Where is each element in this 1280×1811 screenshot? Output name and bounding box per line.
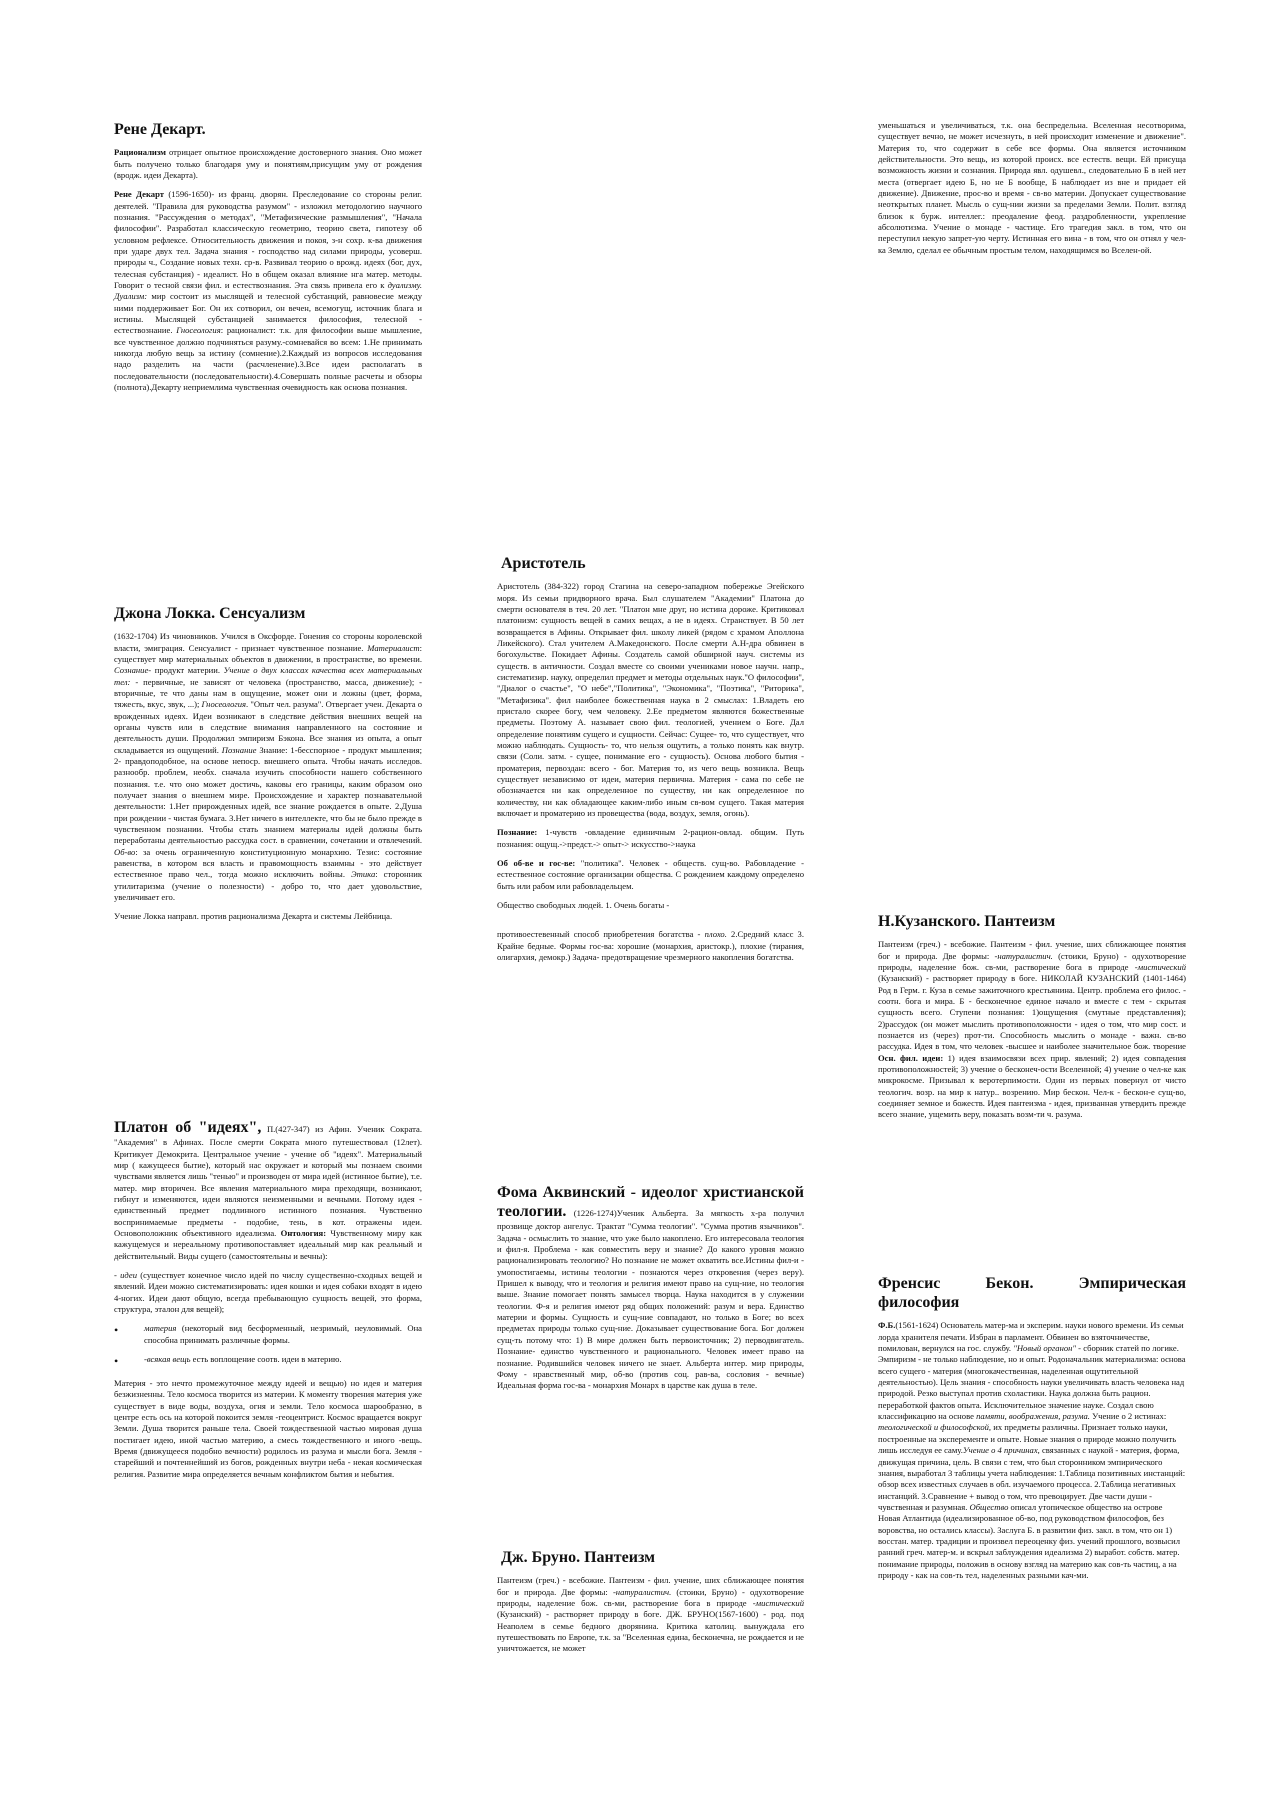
descartes-section — [114, 120, 422, 401]
aquinas-section — [497, 1183, 804, 1400]
bacon-section — [878, 1274, 1186, 1589]
aristotle-para-4: Общество свободных людей. 1. Очень богаты - — [497, 900, 670, 911]
aristotle-section — [497, 554, 804, 972]
bruno-title: Дж. Бруно. Пантеизм — [501, 1549, 656, 1566]
descartes-name: Рене Декарт — [114, 189, 164, 200]
cusa-title: Н.Кузанского. Пантеизм — [878, 913, 1056, 930]
bacon-title: Френсис Бекон. Эмпирическая философия — [878, 1275, 1186, 1312]
plato-bullet-1: • материя (некоторый вид бесформенный, незримый, неуловимый. Она способна принимать различные формы. — [114, 1323, 422, 1345]
locke-section — [114, 604, 422, 931]
aristotle-para-3: Об об-ве и гос-ве: "политика". Человек - обществ. сущ-во. Рабовладение - естественное состояние организации общества. С рождением каждому определено быть или рабом или рабовладельцем. — [497, 858, 804, 891]
plato-para-1: Платон об "идеях", П.(427-347) из Афин. Ученик Сократа. "Академия" в Афинах. После смерти Сократа много путешествовал (12лет). Критикует Демокрита. Центральное учение - учение об "идеях". Материальный мир ( кажущееся бытие), который нас окружает и который мы познаем своими чувствами является лишь "тенью" и производен от мира идей (истинное бытие), т.е. матер. мир вторичен. Все явления материального мира преходящи, возникают, гибнут и изменяются, идеи являются неизменными и вечными. Потому идея - единственный предмет подлинного истинного познания. Чувственно воспринимаемые предметы - подобие, тень, в кот. отражены идеи. Основоположник объективного идеализма. Онтология: Чувственному миру как кажущемуся и нереальному противопоставляет идеальный мир как реальный и действительный. Виды сущего (самостоятельны и вечны): — [114, 1119, 422, 1261]
cusa-section — [878, 912, 1186, 1129]
aquinas-para-1: Фома Аквинский - идеолог христианской теологии. (1226-1274)Ученик Альберта. За мягкость х-ра получил прозвище доктор ангелус. Трактат "Сумма теологии". "Сумма против язычников". Задача - осмыслить то знание, что уже было накоплено. Его интересовала теология и фил-я. Проблема - как совместить веру и знание? До какого уровня можно рационализировать теологию? Но познание не может охватить все.Истины фил-и - умопостигаемы, истины теологии - познаются через откровения (через веру). Пришел к выводу, что и теология и религия имеют право на сущ-ние, но теология выше. Знание помогает понять замысел творца. Наука находится в у служении теологии. Ф-я и религия имеют ряд общих положений: разум и вера. Единство материи и формы. Сущность и сущ-ние совпадают, но только в Боге; во всех предметах природы только сущ-ние. Доказывает существование бога. Бог должен сущ-ть потому что: 1) В мире должен быть первоисточник; 2) перводвигатель. Познание- единство чувственного и рационального. Человек имеет право на познание. Родившийся человек ничего не знает. Альберта интер. мир природы, Фому - нравственный мир, об-во (против соц. рав-ва, сословия - вечные) Идеальная форма гос-ва - монархия Монарх в царстве как душа в теле. — [497, 1184, 804, 1391]
descartes-para-2: Рене Декарт (1596-1650)- из франц. дворян. Преследование со стороны религ. деятелей. "Правила для руководства разумом" - изложил методологию научного познания. "Рассуждения о методах", "Метафизические размышления", "Начала философии". Разработал классическую геометрию, теорию света, гипотезу об условном рефлексе. Относительность движения и покоя, з-н сохр. к-ва движения при ударе двух тел. Задача знания - господство над силами природы, усоверш. природы ч., Создание новых техн. ср-в. Развивал теорию о врожд. идеях (бог, дух, телесная субстанция) - идеалист. Но в общем оказал влияние нга матер. методы. Говорит о тесной связи фил. и естествознания. Эта связь привела его к дуализму. Дуализм: мир состоит из мыслящей и телесной субстанций, равновесие между ними поддерживает Бог. Он их сотворил, он вечен, всемогущ, источник блага и истины. Мыслящей субстанцией занимается философия, телесной - естествознание. Гносеология: рационалист: т.к. для философии выше мышление, все чувственное должно подчиняться разуму.-сомневайся во всем: 1.Не принимать никогда любую вещь за истину (сомнение).2.Каждый из вопросов исследования надо разделить на части (расчленение).3.Все идеи располагать в последовательности (последовательности).4.Совершать полные расчеты и обзоры (полнота).Декарту неприемлима чувственная очевидность как основа познания. — [114, 189, 422, 393]
continuation-section — [878, 120, 1186, 264]
plato-para-3: Материя - это нечто промежуточное между идеей и вещью) но идея и материя безжизненны. Тело космоса творится из материи. К моменту творения материя уже существует в виде воды, воздуха, огня и земли. Тело космоса шарообразно, в центре есть ось на которой покоится земля -геоцентрист. Космос вращается вокруг Земли. Душа творится раньше тела. Своей тождественной частью мировая душа постигает идею, иной частью материю, а смесь тождественного и иного -вещь. Время (движущееся подобно вечности) родилось из разума и мысли бога. Земля - старейший и почтеннейший из богов, рожденных внутри неба - некая космическая религия. Развитие мира определяется вечным конфликтом бытия и небытия. — [114, 1377, 422, 1479]
locke-para-2: Учение Локка направл. против рационализма Декарта и системы Лейбница. — [114, 911, 393, 922]
plato-para-2: - идеи (существует конечное число идей по числу существенно-сходных вещей и явлений. Идеи можно систематизировать: идея кошки и идея собаки входят в идею 4-ногих. Идеи дают общую, всегда пребывающую сущность вещей, это форма, структура, эталон для вещей); — [114, 1269, 423, 1314]
plato-section — [114, 1118, 422, 1488]
cusa-para-1: Пантеизм (греч.) - всебожие. Пантеизм - фил. учение, ших сближающее понятия бог и природа. Две формы: -натуралистич. (стоики, Бруно) - одухотворение природы, наделение бож. св-ми, растворение бога в природе -мистический (Кузанский) - растворяет природу в боге. НИКОЛАЙ КУЗАНСКИЙ (1401-1464) Род в Герм. г. Куза в семье зажиточного крестьянина. Центр. проблема его филос. - соотн. бога и мира. Б - бесконечное единое начало и вместе с тем - скрытая сущность всего. Ступени познания: 1)ощущения (смутные представления); 2)рассудок (он может мыслить противоположности - идея о том, что мир сост. и познается из (через) прот-ти. Способность мыслить о монаде - важн. св-во рассудка. Идея в том, что человек -высшее и наиболее значительное бож. творение Осн. фил. идеи: 1) идея взаимосвязи всех прир. явлений; 2) идея совпадения противоположностей; 3) учение о бесконеч-ости Вселенной; 4) учение о чел-ке как микрокосме. Призывал к веротерпимости. Один из первых повернул от чисто теологич. возр. на мир к натур.. возрению. Мир бескон. Чел-к - бескон-е сущ-во, соединяет земное и божеств. Идея пантеизма - идея, призванная утвердить прежде всего знание, ущемить веру, показать возм-ти ч. разума. — [878, 939, 1187, 1120]
locke-para-1: (1632-1704) Из чиновников. Учился в Оксфорде. Гонения со стороны королевской власти, эмиграция. Сенсуалист - признает чувственное познание. Материалист: существует мир материальных объектов в движении, в пространстве, во времени. Сознание- продукт материи. Учение о двух классах качества всех материальных тел: - первичные, не зависят от человека (пространство, масса, движение); - вторичные, те что даны нам в ощущение, может они и ложны (цвет, форма, тяжесть, вкус, звук, ...); Гносеология. "Опыт чел. разума". Отвергает учен. Декарта о врожденных идеях. Идеи возникают в следствие действия внешних вещей на органы чувств или в следствие внимания направленного на состояние и деятельность души. Продолжил эмпиризм Бэкона. Все знания из опыта, а опыт складывается из ощущений. Познание Знание: 1-бесспорное - продукт мышления; 2- правдоподобное, на основе непоср. внешнего опыта. Чтобы начать исследов. разнообр. проблем, необх. сначала изучить способности нашего собственного познания. т.е. что оно может достичь, каковы его границы, каким образом оно получает знания о внешнем мире. Происхождение и характер познавательной деятельности: 1.Нет прирожденных идей, все знание рождается в опыте. 2.Душа при рождении - чистая бумага. 3.Нет ничего в интеллекте, что бы не было прежде в чувственном познании. Чтобы стать знанием материалы идей должны быть переработаны деятельностью рассудка сост. в сравнении, сочетании и отвлечений. Об-во: за очень ограниченную конституционную монархию. Тезис: состояние равенства, в котором вся власть и правомощность взаимны - это действует естественное право чел., тогда можно исключить войны. Этика: сторонник утилитаризма (учение о полезности) - добро то, что дает удовольствие, увеличивает его. — [114, 631, 422, 903]
descartes-term: Рационализм — [114, 147, 167, 158]
aristotle-title: Аристотель — [501, 555, 586, 572]
bruno-section — [497, 1548, 804, 1663]
continuation-para: уменьшаться и увеличиваться, т.к. она беспредельна. Вселенная несотворима, существует вечно, не может исчезнуть, в ней происходит изменение и движение". Материя то, что содержит в себе все формы. Она является источником действительности. Это вещь, из которой происх. все естеств. вещи. Ей присуща возможность жизни и сознания. Природа явл. одушевл., следовательно Б в ней нет места (отвергает идею Б, но не Б вообще, Б наблюдает из вне и придает ей движение). Движение, прос-во и время - св-во материи. Допускает существование неоткрытых планет. Мысль о сущ-нии жизни за пределами Земли. Полит. взгляд близок к бурж. интеллег.: преодаление феод. раздробленности, укрепление абсолютизма. Учение о монаде - частице. Его трагедия закл. в том, что он переступил некую запрет-ую черту. Истинная его вина - в том, что он отнял у чел-ка Землю, сделал ее обычным простым телом, находящимся во Вселен-ой. — [878, 120, 1186, 255]
plato-bullet-2: • -всякая вещь есть воплощение соотв. идеи в материю. — [114, 1354, 342, 1369]
aristotle-para-2: Познание: 1-чувств -овладение единичным 2-рацион-овлад. общим. Путь познания: ощущ.->предст.-> опыт-> искусство->наука — [497, 827, 804, 849]
aristotle-para-1: Аристотель (384-322) город Стагина на северо-западном побережье Эгейского моря. Из семьи придворного врача. Был слушателем "Академии" Платона до смерти основателя в теч. 20 лет. "Платон мне друг, но истина дороже. Критиковал платонизм: сущность вещей в самих вещах, а не в идеях. Странствует. В 50 лет возвращается в Афины. Открывает фил. школу ликей (рядом с храмом Аполлона Ликейского). Стал учителем А.Македонского. После смерти А.Н-дра обвинен в богохульстве. Покидает Афины. Создатель самой обширной науч. системы из существ. в античности. Создал вместе со своими учениками новое научн. напр., систематизир. науку, определил предмет и методы отдельных наук."О философии", "Диалог о счастье", "О небе","Политика", "Экономика", "Поэтика", "Риторика", "Метафизика". фил наиболее божественная наука в 2 смыслах: 1.Владеть ею пристало скорее богу, чем человеку. 2.Ее предметом являются божественные предметы. Поэтому А. называет свою фил. теологией, учением о Боге. Дал определение понятиям сущего и сущности. Сейчас: Сущее- то, что существует, что можно наблюдать. Сущность- то, что нельзя ощутить, а только понять как внутр. связи (Соли. затм. - сущее, понимание его - сущность). Основа любого бытия - проматерия, первоздан: всего - бог. Материя то, из чего вещь возникла. Вещь существует независимо от идеи, материя первична. Материя - сама по себе не обозначается ни как определенное по существу, ни как определенное по количеству, ни как обладающее каким-либо иным св-вом сущего. Такая материя включает и проматерию из провещества (вода, воздух, земля, огонь). — [497, 581, 804, 819]
bullet-icon: • — [114, 1354, 119, 1369]
descartes-title: Рене Декарт. — [114, 121, 206, 138]
bacon-para-1: Ф.Б.(1561-1624) Основатель матер-ма и эксперим. науки нового времени. Из семьи лорда хранителя печати. Избран в парламент. Обвинен во взяточничестве, помилован, вернулся на гос. службу. "Новый органон" - сборник статей по логике. Эмпиризм - не только наблюдение, но и опыт. Родоначальник материализма: основа всего сущего - материя (многокачественная, наделенная ощутительной деятельностью). Цель знания - способность науки увеличивать власть человека над природой. Резко выступал против схоластики. Наука должна быть рацион. переработкой фактов опыта. Исключительное значение науке. Создал свою классификацию на основе памяти, воображения, разума. Учение о 2 истинах: теологической и философской, их предметы различны. Признает только науки, построенные на эксперементе и опыте. Новые знания о природе можно получить лишь исследуя ее саму.Учение о 4 причинах, связанных с наукой - материя, форма, движущая причина, цель. В связи с тем, что был сторонником эмпирического знания, выработал 3 таблицы учета наблюдения: 1.Таблица позитивных инстанций: обзор всех известных случаев в обл. изучаемого процесса. 2.Таблица негативных инстанций. 3.Сравнение + вывод о том, что превоцирует. Две части души - чувственная и разумная. Общество описал утопическое общество на острове Новая Атлантида (идеализированное об-во, под руководством философов, без воровства, но остались классы). Заслуга Б. в развитии физ. закл. в том, что он 1) восстан. матер. традиции и произвел переоценку физ. учений прошлого, возвысил ранний греч. матер-м. и вскрыл заблуждения идеализма 2) выработ. собств. матер. понимание природы, положив в основу взгляд на материю как сов-ть частиц, а на природу - как на сов-ть тел, наделенных разными кач-ми. — [878, 1320, 1186, 1580]
bruno-para-1: Пантеизм (греч.) - всебожие. Пантеизм - фил. учение, ших сближающее понятия бог и природа. Две формы: -натуралистич. (стоики, Бруно) - одухотворение природы, наделение бож. св-ми, растворение бога в природе -мистический (Кузанский) - растворяет природу в боге. ДЖ. БРУНО(1567-1600) - род. под Неаполем в семье бедного дворянина. Критика католиц. вынуждала его путешествовать по Европе, т.к. за "Вселенная едина, бесконечна, не рождается и не уничтожается, не может — [497, 1575, 805, 1654]
bullet-icon: • — [114, 1323, 119, 1338]
locke-title: Джона Локка. Сенсуализм — [114, 605, 306, 622]
aristotle-para-5: противоестевенный способ приобретения богатства - плохо. 2.Средний класс 3. Крайне бедные. Формы гос-ва: хорошие (монархия, аристокр.), плохие (тирания, олигархия, демокр.) Задача- предотвращение чрезмерного накопления богатства. — [497, 929, 804, 963]
plato-title: Платон об "идеях", — [114, 1119, 262, 1136]
aquinas-title: Фома Аквинский - идеолог христианской теологии. — [497, 1184, 804, 1221]
descartes-para-1: Рационализм отрицает опытное происхождение достоверного знания. Оно может быть получено только благодаря уму и понятиям,присущим уму от рождения (вродж. идеи Декарта). — [114, 147, 422, 180]
